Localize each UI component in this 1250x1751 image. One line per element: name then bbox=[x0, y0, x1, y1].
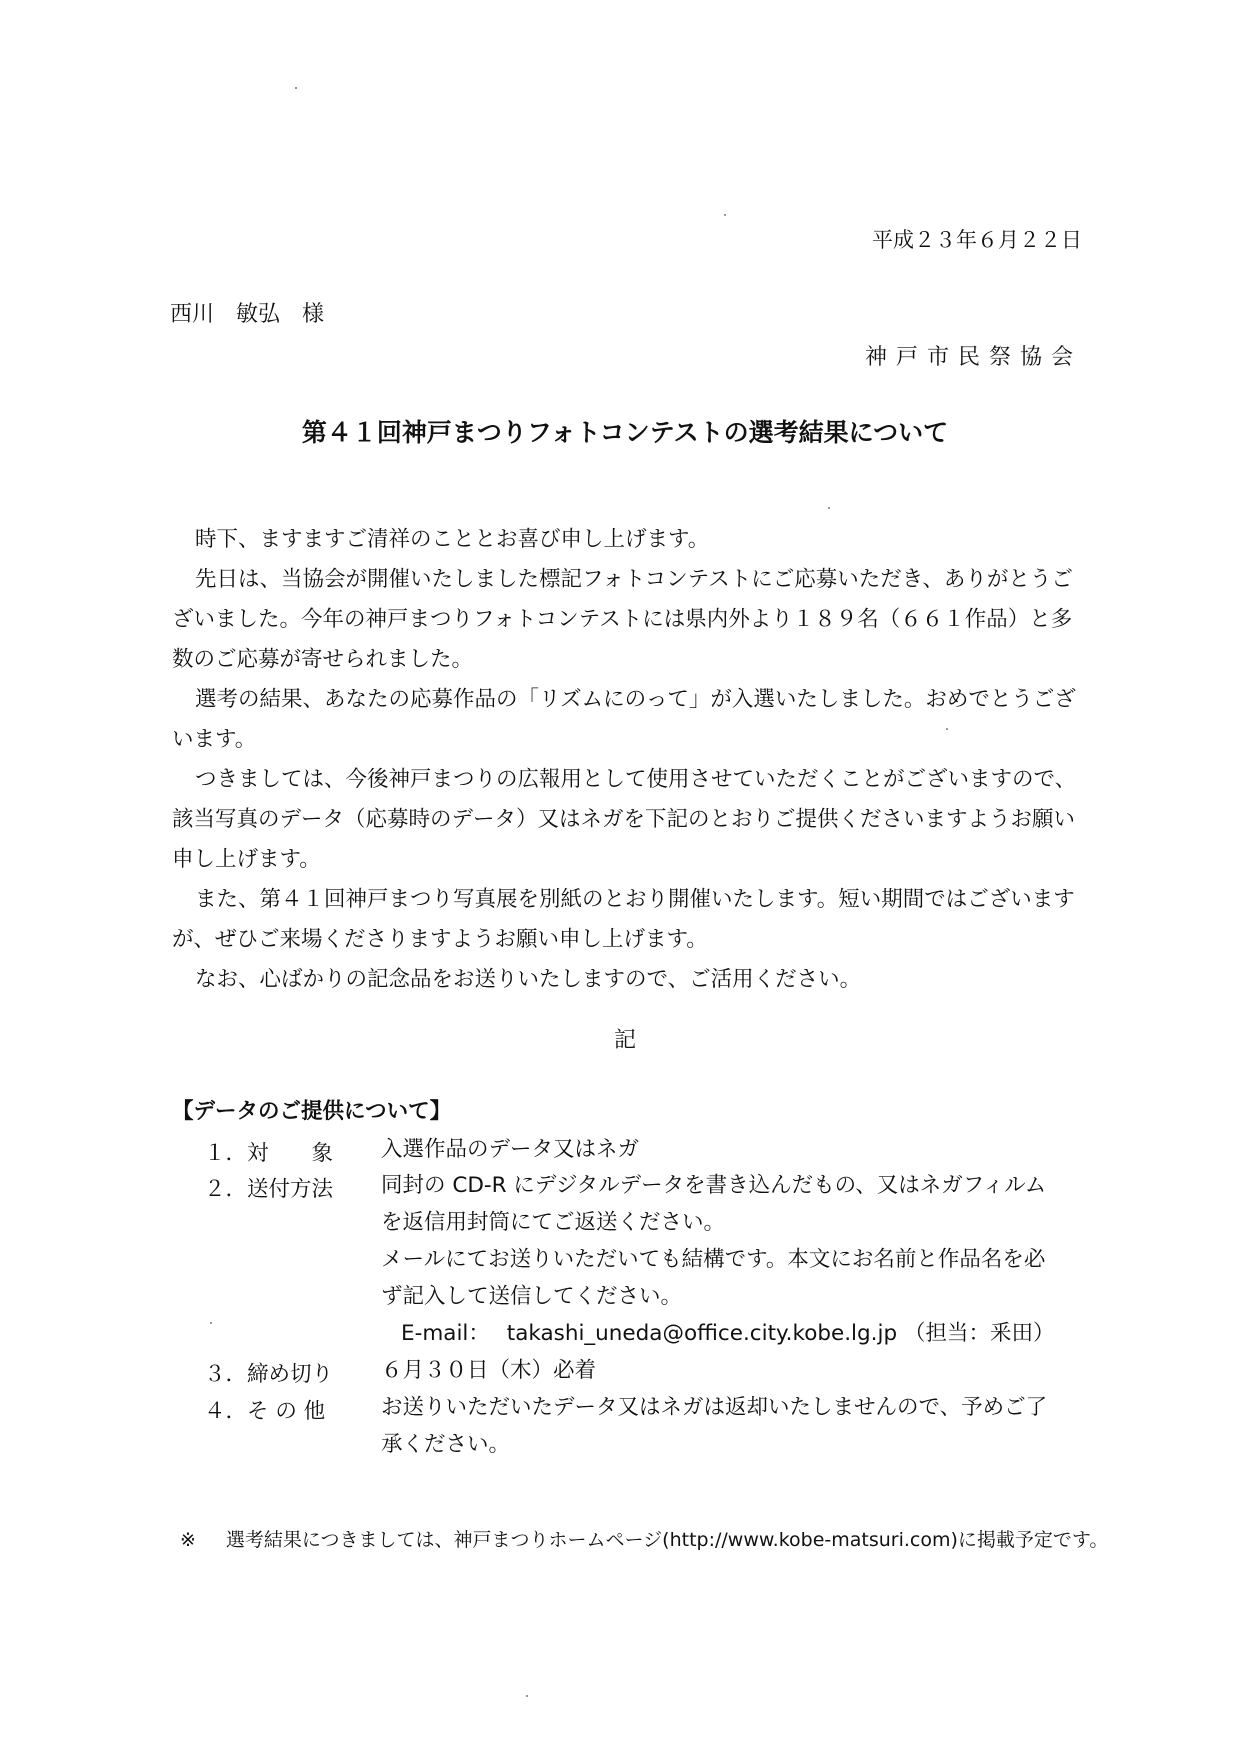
contact-person: （担当：釆田） bbox=[903, 1321, 1055, 1346]
scan-speck bbox=[526, 1695, 528, 1697]
section-heading: 【データのご提供について】 bbox=[172, 1099, 452, 1124]
footnote-text: 選考結果につきましては、神戸まつりホームページ(http://www.kobe-matsuri.com)に掲載予定です。 bbox=[225, 1529, 1109, 1551]
item-line: ６月３０日（木）必着 bbox=[381, 1358, 597, 1383]
scan-speck bbox=[724, 214, 726, 216]
item-label-deadline: ３．締め切り bbox=[204, 1362, 334, 1387]
body-paragraph-result: 選考の結果、あなたの応募作品の「リズムにのって」が入選いたしました。おめでとうございます。 bbox=[172, 687, 1076, 752]
item-line: 入選作品のデータ又はネガ bbox=[381, 1137, 640, 1162]
body-paragraph-thanks: 先日は、当協会が開催いたしました標記フォトコンテストにご応募いただき、ありがとうございました。今年の神戸まつりフォトコンテストには県内外より１８９名（６６１作品）と多数のご応募が寄せられました。 bbox=[172, 567, 1073, 672]
item-line: ず記入して送信してください。 bbox=[381, 1284, 683, 1309]
item-value-deadline bbox=[381, 1352, 1091, 1389]
body-paragraph-request: つきましては、今後神戸まつりの広報用として使用させていただくことがございますので、該当写真のデータ（応募時のデータ）又はネガを下記のとおりご提供くださいますようお願い申し上げます。 bbox=[172, 767, 1077, 872]
scan-speck bbox=[828, 507, 830, 509]
item-label-method: ２．送付方法 bbox=[204, 1177, 334, 1202]
scan-speck bbox=[210, 1322, 212, 1324]
scan-speck bbox=[295, 87, 297, 89]
body-paragraph-greeting: 時下、ますますご清祥のこととお喜び申し上げます。 bbox=[195, 527, 710, 552]
footnote-mark: ※ bbox=[180, 1529, 196, 1551]
item-line: 同封の CD-R にデジタルデータを書き込んだもの、又はネガフィルム bbox=[381, 1173, 1047, 1198]
email-line bbox=[381, 1315, 1091, 1352]
scan-speck bbox=[946, 728, 948, 730]
email-label: E-mail： bbox=[401, 1321, 490, 1346]
recipient-name: 西川 敏弘 様 bbox=[170, 302, 325, 327]
footnote bbox=[180, 1525, 1108, 1552]
letter-title: 第４１回神戸まつりフォトコンテストの選考結果について bbox=[301, 418, 949, 447]
item-line: お送りいただいたデータ又はネガは返却いたしませんので、予めご了 bbox=[381, 1395, 1048, 1420]
letter-body bbox=[172, 520, 1092, 1000]
body-paragraph-gift: なお、心ばかりの記念品をお送りいたしますので、ご活用ください。 bbox=[195, 967, 862, 992]
body-paragraph-exhibition: また、第４１回神戸まつり写真展を別紙のとおり開催いたします。短い期間ではございますが、ぜひご来場くださりますようお願い申し上げます。 bbox=[172, 887, 1075, 952]
item-line: 承ください。 bbox=[381, 1432, 511, 1457]
item-value-target bbox=[381, 1131, 1091, 1168]
item-value-method bbox=[381, 1167, 1091, 1352]
item-value-other bbox=[381, 1389, 1091, 1463]
item-label-other: ４．そ の 他 bbox=[204, 1399, 326, 1424]
email-address: takashi_uneda@office.city.kobe.lg.jp bbox=[506, 1321, 898, 1346]
letter-date: 平成２３年６月２２日 bbox=[872, 228, 1082, 252]
sender-organization: 神戸市民祭協会 bbox=[864, 345, 1082, 370]
item-line: メールにてお送りいただいても結構です。本文にお名前と作品名を必 bbox=[381, 1247, 1046, 1272]
ki-heading: 記 bbox=[613, 1028, 636, 1053]
item-line: を返信用封筒にてご返送ください。 bbox=[381, 1210, 726, 1235]
item-label-target: １．対 象 bbox=[204, 1141, 334, 1166]
